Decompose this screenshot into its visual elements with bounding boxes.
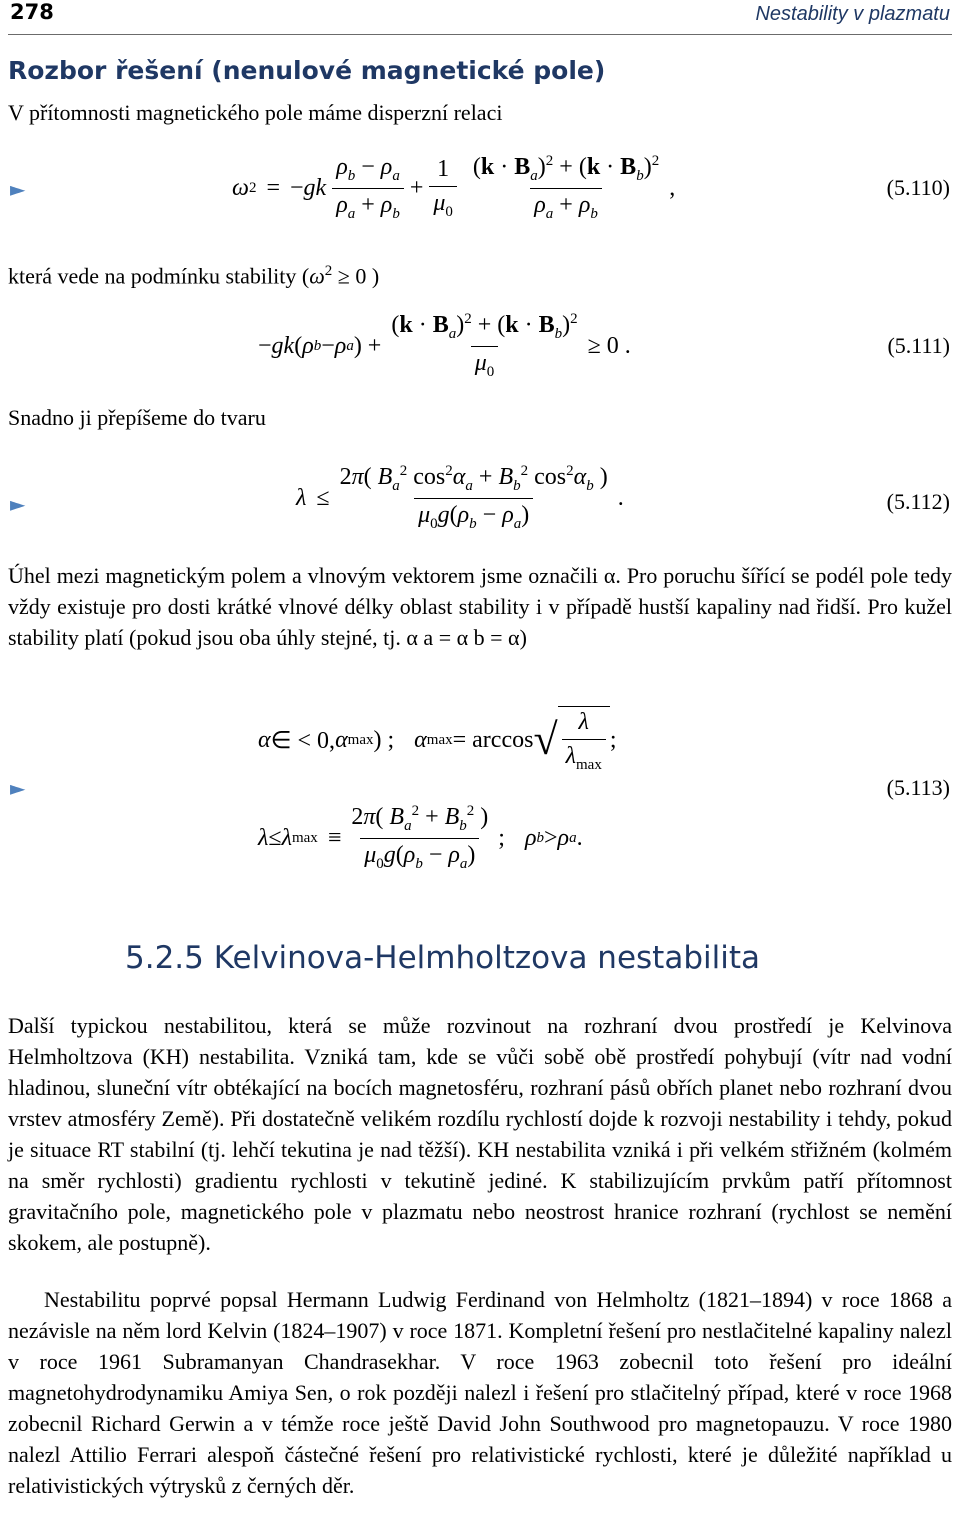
equation-number-5-112: (5.112) <box>886 489 950 514</box>
equation-5-111: − gk ( ρ b − ρ a ) + $\frac{(k \cdot B_a)^2 + (k \cdot B_b)^2}{\mu_0}$ ≥ 0 . <box>258 311 631 380</box>
equation-5-110: ω 2 = − gk $\frac{\rho_b - \rho_a}{\rho_a + \rho_b}$ + $\frac{1}{\mu_0}$ $\frac{(k \cdot B_a)^2 + (k \cdot B_b)^2}{\rho_a + \rho_b}$ , <box>232 153 676 222</box>
rewrite-text: Snadno ji přepíšeme do tvaru <box>8 405 266 430</box>
stability-text: která vede na podmínku stability ($\omega^2 \ge 0$ ) <box>8 263 380 289</box>
equation-number-5-110: (5.110) <box>886 175 950 200</box>
page-number: 278 <box>10 0 54 24</box>
equation-5-113-line1: α ∈ < 0, α max ) ; α max = arccos √ $\frac{\lambda}{\lambda_{max}}$ ; <box>258 700 617 780</box>
arrow-marker-icon: ► <box>10 492 26 516</box>
intro-text: V přítomnosti magnetického pole máme disperzní relaci <box>8 100 503 125</box>
arrow-marker-icon: ► <box>10 776 26 800</box>
paragraph-kh-intro: Další typickou nestabilitou, která se může rozvinout na rozhraní dvou prostředí je Kelvinova Helmholtzova (KH) nestabilita. Vzniká tam, kde se vůči sobě obě prostředí pohybují (vítr nad vodní hladinou, sluneční vítr obtékající na bocích magnetosféru, rozhraní pásů obřích planet nebo rozhraní dvou vrstev atmosféry Země). Při dostatečně velikém rozdílu rychlostí dojde k rozvoji nestability i tehdy, pokud je situace RT stabilní (tj. lehčí tekutina je nad těžší). KH nestabilita vzniká i při velkém střižném (kolmém na směr rychlosti) gradientu rychlosti v tekutině jediné. K stabilizujícím prvkům patří přítomnost gravitačního pole, magnetického pole v plazmatu nebo neostrost hranice rozhraní (rychlost se nemění skokem, ale postupně). <box>8 1013 952 1255</box>
paragraph-stability-cone: Úhel mezi magnetickým polem a vlnovým vektorem jsme označili α. Pro poruchu šířící se podél pole tedy vždy existuje pro dosti krátké vlnové délky oblast stability i v případě hustší kapaliny nad řidší. Pro kužel stability platí (pokud jsou oba úhly stejné, tj. α a = α b = α) <box>8 563 952 650</box>
equation-number-5-113: (5.113) <box>886 775 950 800</box>
equation-number-5-111: (5.111) <box>887 333 950 358</box>
running-title: Nestability v plazmatu <box>755 3 950 25</box>
paragraph-kh-history: Nestabilitu poprvé popsal Hermann Ludwig Ferdinand von Helmholtz (1821–1894) v roce 1868 a nezávisle na něm lord Kelvin (1824–1907) v roce 1871. Kompletní řešení pro nestlačitelné kapaliny nalezl v roce 1961 Subramanyan Chandrasekhar. V roce 1963 zobecnil toto řešení pro ideální magnetohydrodynamiku Amiya Sen, o rok později nalezl i řešení pro stlačitelný případ, které v roce 1968 zobecnil Richard Gerwin a v témže roce ještě David John Southwood pro magnetopauzu. V roce 1980 nalezl Attilio Ferrari alespoň částečné řešení pro relativistické rychlosti, které je důležité například u relativistických výtrysků z černých děr. <box>8 1287 952 1498</box>
section-title: Rozbor řešení (nenulové magnetické pole) <box>8 56 606 85</box>
square-root: √ $\frac{\lambda}{\lambda_{max}}$ <box>533 706 609 774</box>
equation-5-112: λ ≤ $\frac{2\pi( B_a^2 \cos^2\alpha_a + B_b^2 \cos^2\alpha_b )}{\mu_0g(\rho_b - \rho_a)}$ . <box>296 463 624 532</box>
arrow-marker-icon: ► <box>10 177 26 201</box>
equation-5-113-line2: λ ≤ λ max ≡ $\frac{2\pi( B_a^2 + B_b^2 )}{\mu_0g(\rho_b - \rho_a)}$ ; ρ b > ρ a . <box>258 803 583 872</box>
stability-text-lead: která vede na podmínku stability ( <box>8 263 310 289</box>
kh-section-title: 5.2.5 Kelvinova-Helmholtzova nestabilita <box>125 940 761 976</box>
page-header <box>8 0 952 35</box>
